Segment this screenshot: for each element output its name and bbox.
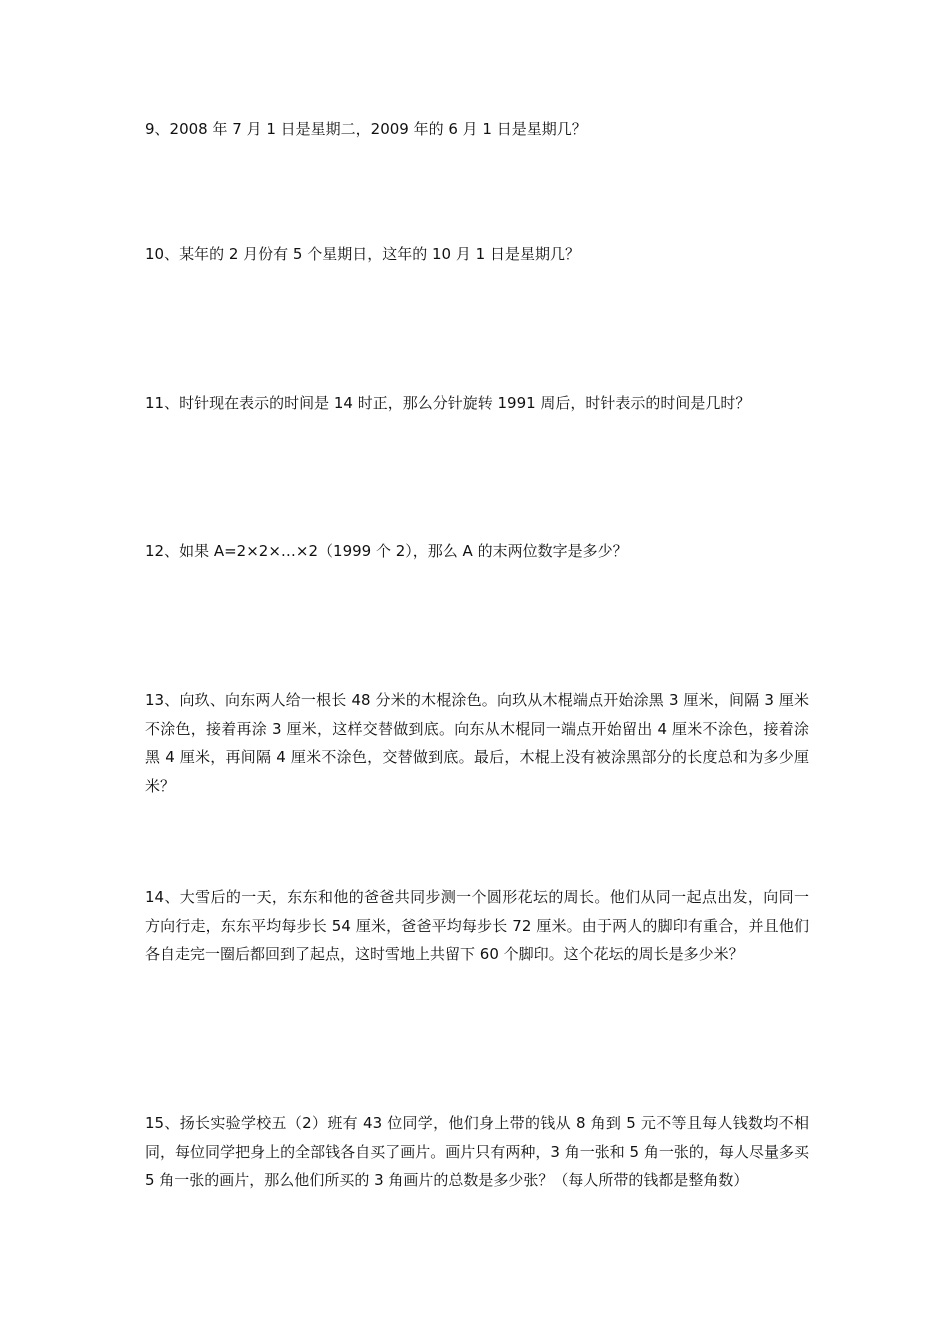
question-14: 14、大雪后的一天，东东和他的爸爸共同步测一个圆形花坛的周长。他们从同一起点出发，向同一方向行走，东东平均每步长 54 厘米，爸爸平均每步长 72 厘米。由于两人的脚印有重合，并且他们各自走完一圈后都回到了起点，这时雪地上共留下 60 个脚印。这个花坛的周长是多少米？ bbox=[145, 888, 809, 963]
question-9: 9、2008 年 7 月 1 日是星期二，2009 年的 6 月 1 日是星期几？ bbox=[145, 120, 587, 138]
question-15: 15、扬长实验学校五（2）班有 43 位同学，他们身上带的钱从 8 角到 5 元不等且每人钱数均不相同，每位同学把身上的全部钱各自买了画片。画片只有两种，3 角一张和 5 角一张的，每人尽量多买 5 角一张的画片，那么他们所买的 3 角画片的总数是多少张？（每人所带的钱都是整角数） bbox=[145, 1114, 809, 1189]
question-11: 11、时针现在表示的时间是 14 时正，那么分针旋转 1991 周后，时针表示的时间是几时？ bbox=[145, 394, 751, 412]
question-13: 13、向玖、向东两人给一根长 48 分米的木棍涂色。向玖从木棍端点开始涂黑 3 厘米，间隔 3 厘米不涂色，接着再涂 3 厘米，这样交替做到底。向东从木棍同一端点开始留出 4 厘米不涂色，接着涂黑 4 厘米，再间隔 4 厘米不涂色，交替做到底。最后，木棍上没有被涂黑部分的长度总和为多少厘米？ bbox=[145, 691, 809, 795]
question-10: 10、某年的 2 月份有 5 个星期日，这年的 10 月 1 日是星期几？ bbox=[145, 245, 580, 263]
question-12: 12、如果 A=2×2×…×2（1999 个 2），那么 A 的末两位数字是多少？ bbox=[145, 542, 628, 560]
